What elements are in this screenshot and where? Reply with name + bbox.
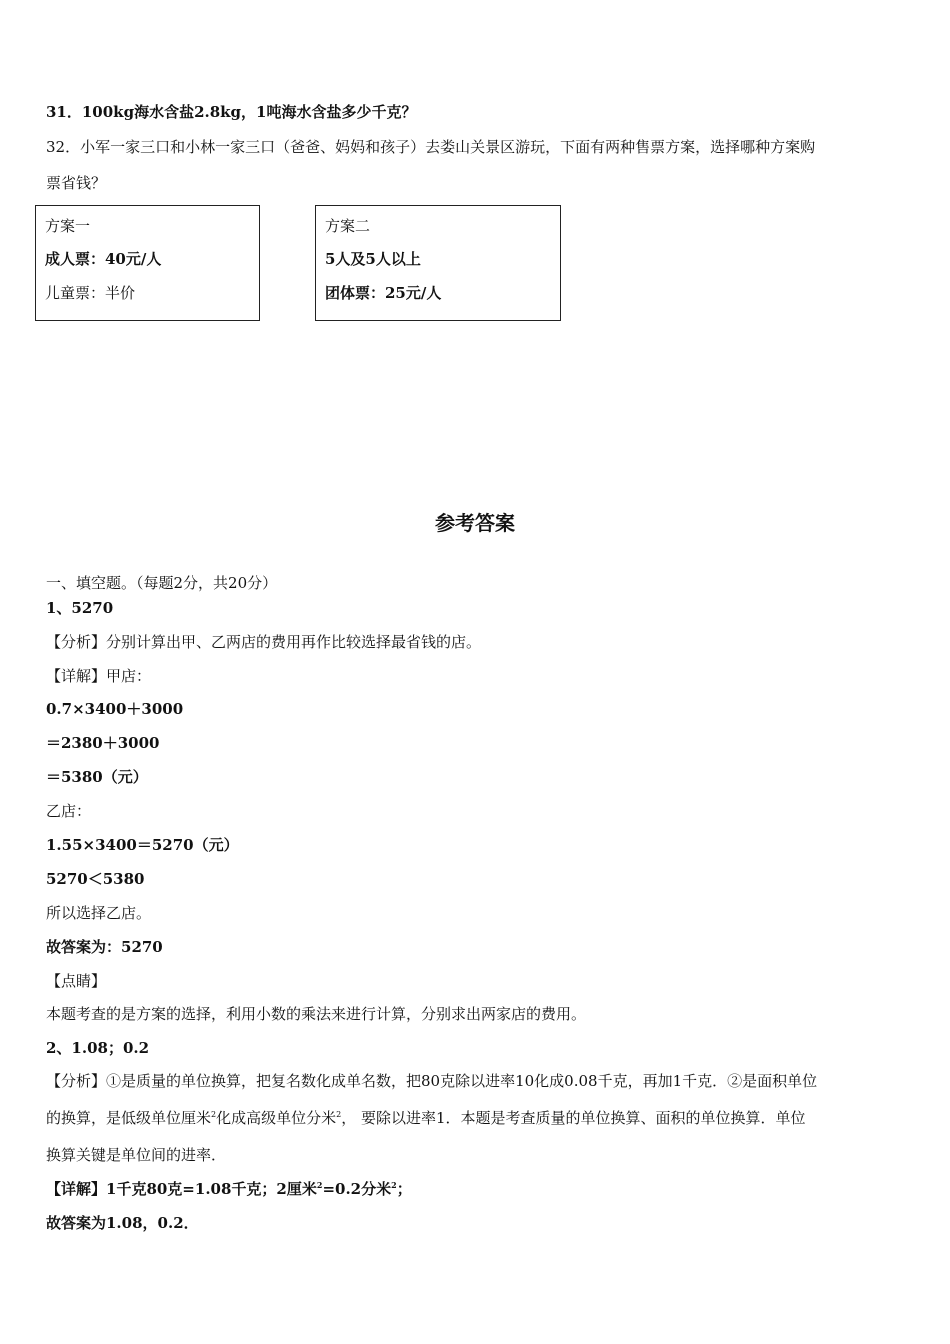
section-1-heading: 一、填空题。（每题2分，共20分） (46, 574, 278, 592)
superscript-2: 2 (211, 1110, 217, 1119)
plan-one-box (35, 205, 260, 321)
answer-2-final: 故答案为1.08，0.2． (46, 1214, 199, 1232)
answer-1-final: 故答案为：5270 (46, 938, 163, 956)
answer-2-number: 2、1.08；0.2 (46, 1039, 150, 1057)
answer-2-analysis-line1: 【分析】①是质量的单位换算，把复名数化成单名数，把80克除以进率10化成0.08千克，再加1千克．②是面积单位 (46, 1072, 818, 1090)
detail-part-b: =0.2分米 (322, 1180, 392, 1198)
answer-1-compare: 5270＜5380 (46, 870, 145, 888)
answer-2-detail (46, 1179, 412, 1199)
analysis-line2-part-a: 的换算，是低级单位厘米 (46, 1109, 212, 1127)
analysis-line2-part-c: ， 要除以进率1．本题是考查质量的单位换算、面积的单位换算．单位 (341, 1109, 806, 1127)
plan-two-box (315, 205, 561, 321)
detail-part-a: 【详解】1千克80克=1.08千克；2厘米 (46, 1180, 317, 1198)
superscript-2: 2 (336, 1110, 342, 1119)
answer-1-analysis: 【分析】分别计算出甲、乙两店的费用再作比较选择最省钱的店。 (46, 633, 482, 651)
plan-one-adult: 成人票：40元/人 (45, 250, 162, 268)
answer-1-calc-2: ＝2380＋3000 (46, 734, 160, 752)
question-32-line2: 票省钱？ (46, 174, 107, 192)
analysis-line2-part-b: 化成高级单位分米 (216, 1109, 337, 1127)
answer-1-detail: 【详解】甲店： (46, 667, 152, 685)
plan-two-group: 团体票：25元/人 (325, 284, 442, 302)
answer-1-conclusion: 所以选择乙店。 (46, 904, 152, 922)
plan-two-title: 方案二 (325, 217, 371, 235)
answer-1-calc-4: 1.55×3400＝5270（元） (46, 836, 239, 854)
plan-one-title: 方案一 (45, 217, 91, 235)
detail-part-c: ； (396, 1180, 412, 1198)
question-32-line1: 32．小军一家三口和小林一家三口（爸爸、妈妈和孩子）去娄山关景区游玩，下面有两种售票方案，选择哪种方案购 (46, 138, 816, 156)
answers-title: 参考答案 (435, 511, 515, 535)
plan-two-condition: 5人及5人以上 (325, 250, 421, 268)
superscript-2: 2 (391, 1180, 397, 1190)
answer-2-analysis-line3: 换算关键是单位间的进率． (46, 1146, 227, 1164)
answer-1-number: 1、5270 (46, 599, 114, 617)
answer-1-store-2: 乙店： (46, 802, 92, 820)
superscript-2: 2 (316, 1180, 323, 1190)
answer-2-analysis-line2 (46, 1108, 806, 1128)
plan-one-child: 儿童票：半价 (45, 284, 136, 302)
answer-1-calc-3: ＝5380（元） (46, 768, 148, 786)
answer-1-calc-1: 0.7×3400＋3000 (46, 700, 184, 718)
question-31: 31．100kg海水含盐2.8kg，1吨海水含盐多少千克？ (46, 103, 417, 121)
answer-1-comment-label: 【点睛】 (46, 972, 107, 990)
answer-1-comment: 本题考查的是方案的选择，利用小数的乘法来进行计算，分别求出两家店的费用。 (46, 1005, 587, 1023)
